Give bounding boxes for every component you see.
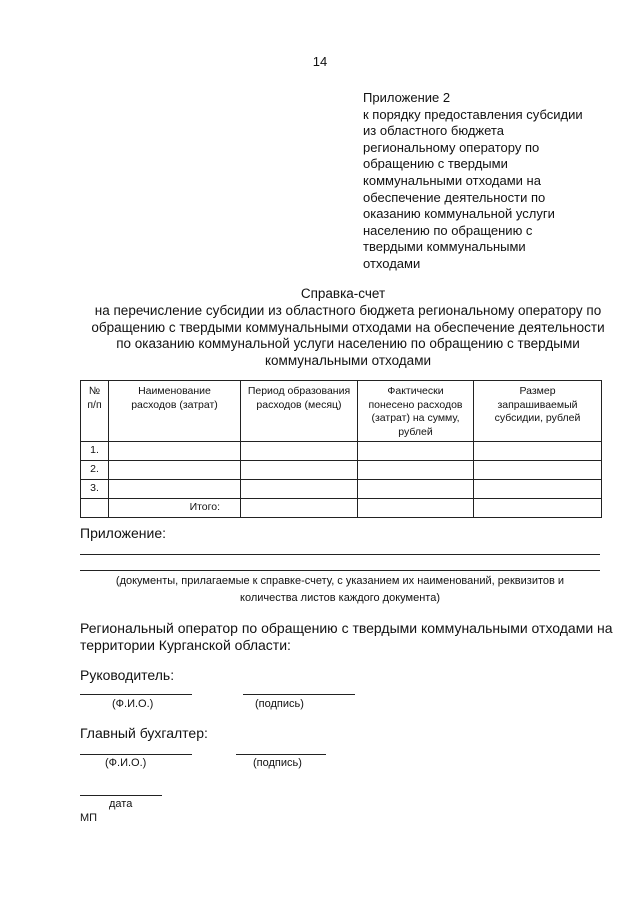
cell xyxy=(241,480,358,499)
cell xyxy=(109,442,241,461)
head-sign-caption: (подпись) xyxy=(255,698,304,710)
date-caption: дата xyxy=(109,798,133,810)
head-label: Руководитель: xyxy=(80,667,175,683)
attachment-label: Приложение: xyxy=(80,525,167,541)
appendix-line: Приложение 2 xyxy=(363,90,451,105)
appendix-line: из областного бюджета xyxy=(363,123,504,139)
cell xyxy=(474,499,602,518)
stamp-label: МП xyxy=(80,812,98,824)
page-number: 14 xyxy=(312,54,328,69)
accountant-fio-caption: (Ф.И.О.) xyxy=(105,757,147,769)
appendix-line: оказанию коммунальной услуги xyxy=(363,206,555,222)
appendix-line: населению по обращению с xyxy=(363,222,533,238)
table-header-row xyxy=(81,381,602,442)
cell xyxy=(109,461,241,480)
operator-text: Региональный оператор по обращению с твердыми коммунальными отходами на территории Курганской области: xyxy=(80,620,613,653)
cell xyxy=(358,461,474,480)
appendix-line: обращению с твердыми xyxy=(363,156,508,172)
attachment-note: (документы, прилагаемые к справке-счету, с указанием их наименований, реквизитов и количества листов каждого документа) xyxy=(115,575,565,604)
cell xyxy=(474,442,602,461)
head-fio-caption: (Ф.И.О.) xyxy=(112,698,154,710)
accountant-fio-line xyxy=(80,754,192,755)
subtitle-line: коммунальными отходами xyxy=(264,352,432,368)
cell xyxy=(474,480,602,499)
head-fio-line xyxy=(80,694,192,695)
table-row xyxy=(81,442,602,461)
cell xyxy=(358,442,474,461)
total-row xyxy=(81,499,602,518)
header-period: Период образования расходов (месяц) xyxy=(241,381,358,442)
header-actual-expenses: Фактически понесено расходов (затрат) на сумму, рублей xyxy=(358,381,474,442)
cell xyxy=(241,499,358,518)
subtitle-line: на перечисление субсидии из областного бюджета региональному оператору по xyxy=(94,303,602,318)
table-row xyxy=(81,480,602,499)
appendix-line: к порядку предоставления субсидии xyxy=(363,106,583,122)
total-label: Итого: xyxy=(109,499,241,518)
document-title: Справка-счет xyxy=(300,286,386,301)
header-expense-name: Наименование расходов (затрат) xyxy=(109,381,241,442)
attachment-line xyxy=(80,554,600,555)
header-num: № п/п xyxy=(81,381,109,442)
row-number: 3. xyxy=(81,480,109,499)
header-requested-subsidy: Размер запрашиваемый субсидии, рублей xyxy=(474,381,602,442)
table-row xyxy=(81,461,602,480)
appendix-line: отходами xyxy=(363,255,421,271)
cell xyxy=(241,442,358,461)
cell xyxy=(474,461,602,480)
appendix-line: твердыми коммунальными xyxy=(363,239,526,255)
date-line xyxy=(80,795,162,796)
cell xyxy=(81,499,109,518)
head-sign-line xyxy=(243,694,355,695)
accountant-sign-caption: (подпись) xyxy=(253,757,302,769)
subtitle-line: обращению с твердыми коммунальными отходами на обеспечение деятельности xyxy=(91,319,605,335)
appendix-line: коммунальными отходами на xyxy=(363,172,541,188)
accountant-label: Главный бухгалтер: xyxy=(80,725,208,741)
attachment-line xyxy=(80,570,600,571)
appendix-header xyxy=(363,90,613,273)
row-number: 2. xyxy=(81,461,109,480)
subtitle-line: по оказанию коммунальной услуги населению по обращению с твердыми xyxy=(116,336,580,351)
appendix-line: региональному оператору по xyxy=(363,139,540,155)
row-number: 1. xyxy=(81,442,109,461)
cell xyxy=(109,480,241,499)
accountant-sign-line xyxy=(236,754,326,755)
appendix-line: обеспечение деятельности по xyxy=(363,189,546,205)
cell xyxy=(358,480,474,499)
subsidy-table xyxy=(80,380,602,518)
cell xyxy=(241,461,358,480)
cell xyxy=(358,499,474,518)
document-subtitle xyxy=(60,303,636,369)
